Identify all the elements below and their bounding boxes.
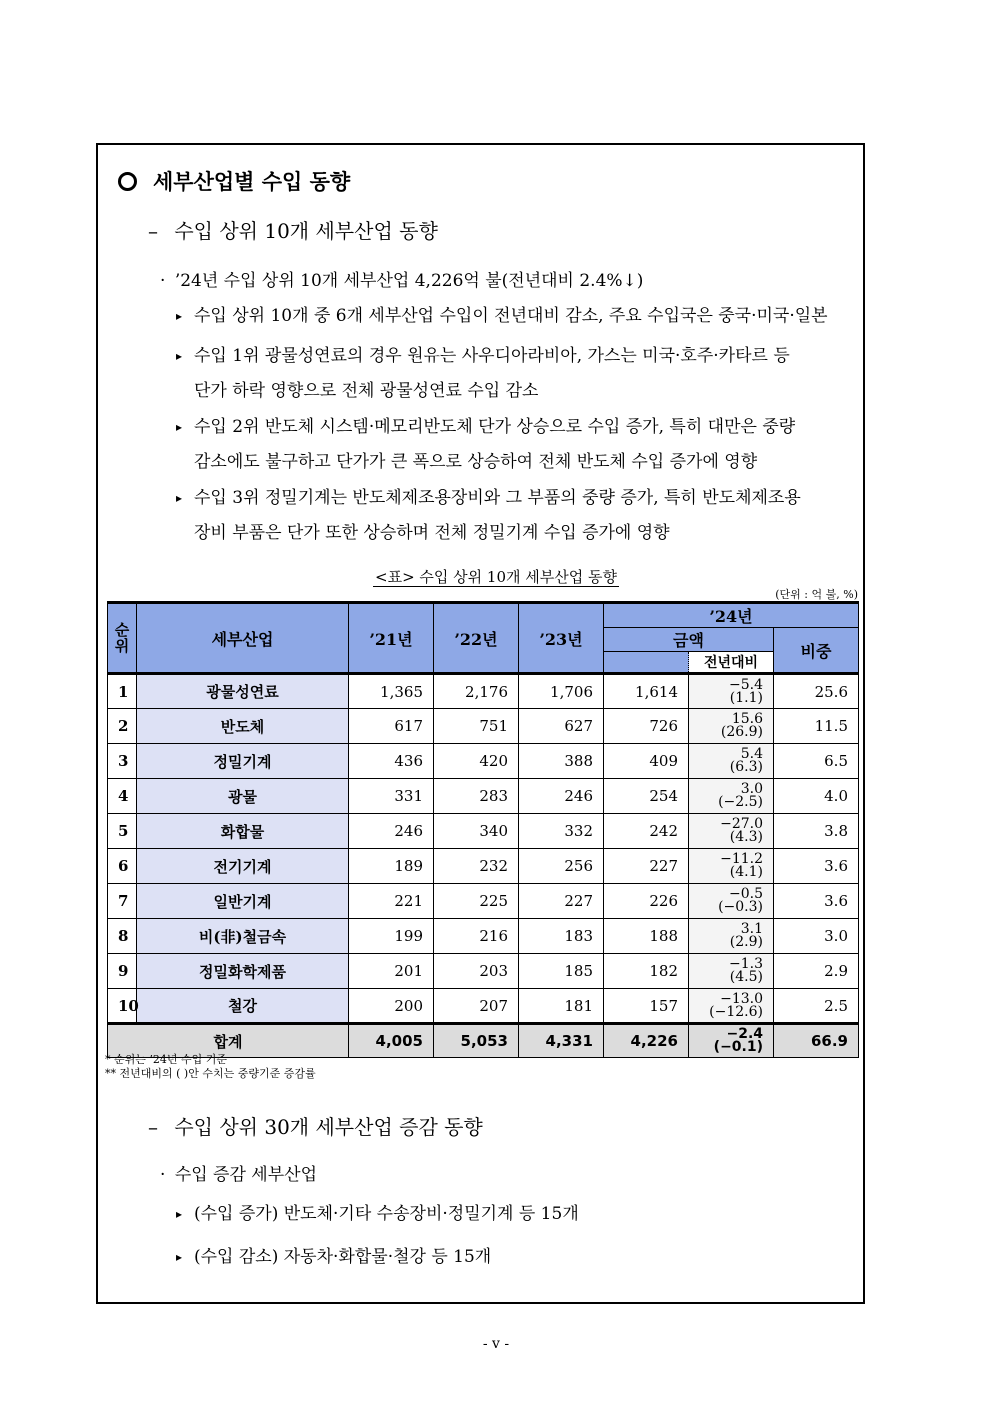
row-rank: 10 xyxy=(108,989,137,1024)
row-y24: 1,614 xyxy=(604,674,689,709)
row-y21: 617 xyxy=(349,709,434,744)
row-yoy-value: 15.6 xyxy=(731,711,763,727)
row-industry: 정밀화학제품 xyxy=(137,954,349,989)
row-rank: 4 xyxy=(108,779,137,814)
row-y21: 201 xyxy=(349,954,434,989)
row-yoy xyxy=(689,709,774,744)
row-y22: 751 xyxy=(434,709,519,744)
point-4-line1: 수입 3위 정밀기계는 반도체제조용장비와 그 부품의 중량 증가, 특히 반도체제조용 xyxy=(194,488,801,508)
row-y23: 1,706 xyxy=(519,674,604,709)
table-caption-text: <표> 수입 상위 10개 세부산업 동향 xyxy=(375,568,617,586)
triangle-bullet-icon: ▸ xyxy=(176,420,183,434)
row-rank: 5 xyxy=(108,814,137,849)
row-y22: 2,176 xyxy=(434,674,519,709)
row-industry: 광물 xyxy=(137,779,349,814)
row-y22: 420 xyxy=(434,744,519,779)
row-y22: 232 xyxy=(434,849,519,884)
row-yoy-value: 3.0 xyxy=(740,781,763,797)
point-1-line1: 수입 상위 10개 중 6개 세부산업 수입이 전년대비 감소, 주요 수입국은 중국·미국·일본 xyxy=(194,306,828,326)
row-industry: 반도체 xyxy=(137,709,349,744)
row-y23: 227 xyxy=(519,884,604,919)
table-row xyxy=(108,779,859,814)
total-y24: 4,226 xyxy=(604,1024,689,1058)
row-y21: 189 xyxy=(349,849,434,884)
row-y23: 183 xyxy=(519,919,604,954)
circle-bullet-icon xyxy=(118,172,137,191)
summary-line xyxy=(160,266,643,291)
dash-bullet: – xyxy=(148,219,158,243)
point-2 xyxy=(176,339,866,409)
row-y24: 409 xyxy=(604,744,689,779)
row-yoy xyxy=(689,779,774,814)
row-industry: 정밀기계 xyxy=(137,744,349,779)
table-row xyxy=(108,954,859,989)
row-rank: 6 xyxy=(108,849,137,884)
header-y24: ’24년 xyxy=(604,603,859,628)
row-y23: 332 xyxy=(519,814,604,849)
row-share: 3.0 xyxy=(774,919,859,954)
row-yoy xyxy=(689,884,774,919)
table-row xyxy=(108,884,859,919)
row-y23: 246 xyxy=(519,779,604,814)
row-yoy xyxy=(689,744,774,779)
dash-bullet: – xyxy=(148,1115,158,1139)
header-yoy: 전년대비 xyxy=(689,652,774,674)
row-y21: 1,365 xyxy=(349,674,434,709)
header-y21: ’21년 xyxy=(349,603,434,674)
row-yoy xyxy=(689,674,774,709)
table-row xyxy=(108,674,859,709)
row-yoy-weight: (6.3) xyxy=(729,759,763,775)
row-y24: 242 xyxy=(604,814,689,849)
row-y23: 388 xyxy=(519,744,604,779)
row-y21: 246 xyxy=(349,814,434,849)
row-industry: 일반기계 xyxy=(137,884,349,919)
increase-text: (수입 증가) 반도체·기타 수송장비·정밀기계 등 15개 xyxy=(194,1204,579,1224)
row-yoy xyxy=(689,814,774,849)
total-share: 66.9 xyxy=(774,1024,859,1058)
row-yoy-weight: (1.1) xyxy=(729,689,763,706)
header-rank: 순위 xyxy=(108,603,137,674)
note-1: * 순위는 ’24년 수입 기준 xyxy=(105,1053,227,1066)
row-rank: 7 xyxy=(108,884,137,919)
row-y24: 157 xyxy=(604,989,689,1024)
row-industry: 화합물 xyxy=(137,814,349,849)
decrease-line xyxy=(176,1240,866,1275)
point-2-line1: 수입 1위 광물성연료의 경우 원유는 사우디아라비아, 가스는 미국·호주·카타르 등 xyxy=(194,346,790,366)
point-2-line2: 단가 하락 영향으로 전체 광물성연료 수입 감소 xyxy=(194,381,539,401)
header-y22: ’22년 xyxy=(434,603,519,674)
row-y21: 221 xyxy=(349,884,434,919)
row-share: 2.9 xyxy=(774,954,859,989)
row-y23: 185 xyxy=(519,954,604,989)
row-y24: 182 xyxy=(604,954,689,989)
row-yoy-value: −1.3 xyxy=(729,956,763,972)
row-yoy xyxy=(689,954,774,989)
row-yoy-value: −11.2 xyxy=(720,851,763,867)
row-yoy-weight: (−2.5) xyxy=(718,794,763,810)
row-yoy-value: 5.4 xyxy=(740,746,763,762)
subheading-top10 xyxy=(148,215,438,244)
row-yoy-weight: (4.5) xyxy=(729,969,763,985)
row-y22: 283 xyxy=(434,779,519,814)
row-y22: 207 xyxy=(434,989,519,1024)
point-1 xyxy=(176,299,866,334)
point-3-line2: 감소에도 불구하고 단가가 큰 폭으로 상승하여 전체 반도체 수입 증가에 영향 xyxy=(194,452,758,472)
total-yoy xyxy=(689,1024,774,1058)
row-y22: 225 xyxy=(434,884,519,919)
row-share: 2.5 xyxy=(774,989,859,1024)
page-number: - v - xyxy=(482,1336,510,1352)
row-y22: 340 xyxy=(434,814,519,849)
row-yoy-weight: (−12.6) xyxy=(709,1003,763,1020)
subheading-top10-text: 수입 상위 10개 세부산업 동향 xyxy=(174,219,438,243)
note-2: ** 전년대비의 ( )안 수치는 중량기준 증감률 xyxy=(105,1067,316,1080)
row-yoy-weight: (4.3) xyxy=(729,829,763,845)
row-yoy-value: −0.5 xyxy=(729,886,763,902)
subheading-top30 xyxy=(148,1111,483,1140)
table-notes xyxy=(105,1053,316,1081)
point-3 xyxy=(176,410,866,480)
row-y24: 226 xyxy=(604,884,689,919)
change-text: 수입 증감 세부산업 xyxy=(174,1165,317,1185)
row-share: 3.8 xyxy=(774,814,859,849)
row-share: 11.5 xyxy=(774,709,859,744)
row-y23: 256 xyxy=(519,849,604,884)
row-share: 4.0 xyxy=(774,779,859,814)
increase-line xyxy=(176,1197,866,1232)
total-yoy-value: −2.4 xyxy=(726,1026,763,1042)
triangle-bullet-icon: ▸ xyxy=(176,491,183,505)
row-rank: 9 xyxy=(108,954,137,989)
row-y23: 181 xyxy=(519,989,604,1024)
row-y21: 199 xyxy=(349,919,434,954)
row-y21: 200 xyxy=(349,989,434,1024)
row-yoy-value: 3.1 xyxy=(740,921,763,937)
triangle-bullet-icon: ▸ xyxy=(176,349,183,363)
row-y21: 436 xyxy=(349,744,434,779)
row-y24: 726 xyxy=(604,709,689,744)
row-yoy-weight: (−0.3) xyxy=(718,899,763,915)
decrease-text: (수입 감소) 자동차·화합물·철강 등 15개 xyxy=(194,1247,492,1267)
row-industry: 비(非)철금속 xyxy=(137,919,349,954)
total-y23: 4,331 xyxy=(519,1024,604,1058)
row-share: 25.6 xyxy=(774,674,859,709)
dot-bullet: · xyxy=(160,271,166,291)
header-amount: 금액 xyxy=(604,628,774,652)
row-rank: 2 xyxy=(108,709,137,744)
point-4 xyxy=(176,481,866,551)
row-y24: 254 xyxy=(604,779,689,814)
triangle-bullet-icon: ▸ xyxy=(176,1207,183,1221)
row-share: 3.6 xyxy=(774,849,859,884)
row-rank: 3 xyxy=(108,744,137,779)
row-yoy xyxy=(689,919,774,954)
header-share: 비중 xyxy=(774,628,859,674)
row-yoy-weight: (4.1) xyxy=(729,864,763,880)
row-y23: 627 xyxy=(519,709,604,744)
header-y23: ’23년 xyxy=(519,603,604,674)
subheading-top30-text: 수입 상위 30개 세부산업 증감 동향 xyxy=(174,1115,483,1139)
row-y24: 227 xyxy=(604,849,689,884)
table-caption xyxy=(0,566,992,587)
table-row xyxy=(108,709,859,744)
summary-text: ’24년 수입 상위 10개 세부산업 4,226억 불(전년대비 2.4%↓) xyxy=(174,271,644,291)
table-row xyxy=(108,849,859,884)
row-yoy xyxy=(689,849,774,884)
triangle-bullet-icon: ▸ xyxy=(176,1250,183,1264)
total-y21: 4,005 xyxy=(349,1024,434,1058)
row-industry: 광물성연료 xyxy=(137,674,349,709)
row-y22: 216 xyxy=(434,919,519,954)
change-line xyxy=(160,1160,317,1185)
section-heading xyxy=(118,166,350,196)
import-table xyxy=(107,601,859,1058)
row-share: 6.5 xyxy=(774,744,859,779)
row-rank: 8 xyxy=(108,919,137,954)
row-y22: 203 xyxy=(434,954,519,989)
header-industry: 세부산업 xyxy=(137,603,349,674)
dot-bullet: · xyxy=(160,1165,166,1185)
table-row xyxy=(108,919,859,954)
table-row xyxy=(108,989,859,1024)
point-4-line2: 장비 부품은 단가 또한 상승하며 전체 정밀기계 수입 증가에 영향 xyxy=(194,523,670,543)
row-yoy-weight: (26.9) xyxy=(720,724,763,740)
row-yoy xyxy=(689,989,774,1024)
table-unit: (단위 : 억 불, %) xyxy=(775,588,858,601)
total-label: 합계 xyxy=(108,1024,349,1058)
row-yoy-value: −27.0 xyxy=(720,816,763,832)
row-rank: 1 xyxy=(108,674,137,709)
row-industry: 철강 xyxy=(137,989,349,1024)
total-yoy-weight: (−0.1) xyxy=(713,1039,763,1055)
section-heading-text: 세부산업별 수입 동향 xyxy=(153,169,351,194)
total-y22: 5,053 xyxy=(434,1024,519,1058)
row-y21: 331 xyxy=(349,779,434,814)
point-3-line1: 수입 2위 반도체 시스템·메모리반도체 단가 상승으로 수입 증가, 특히 대만은 중량 xyxy=(194,417,796,437)
row-y24: 188 xyxy=(604,919,689,954)
table-row xyxy=(108,744,859,779)
row-yoy-value: −13.0 xyxy=(720,990,763,1007)
row-yoy-value: −5.4 xyxy=(729,676,763,693)
table-row xyxy=(108,814,859,849)
triangle-bullet-icon: ▸ xyxy=(176,309,183,323)
row-yoy-weight: (2.9) xyxy=(729,934,763,950)
row-industry: 전기기계 xyxy=(137,849,349,884)
row-share: 3.6 xyxy=(774,884,859,919)
